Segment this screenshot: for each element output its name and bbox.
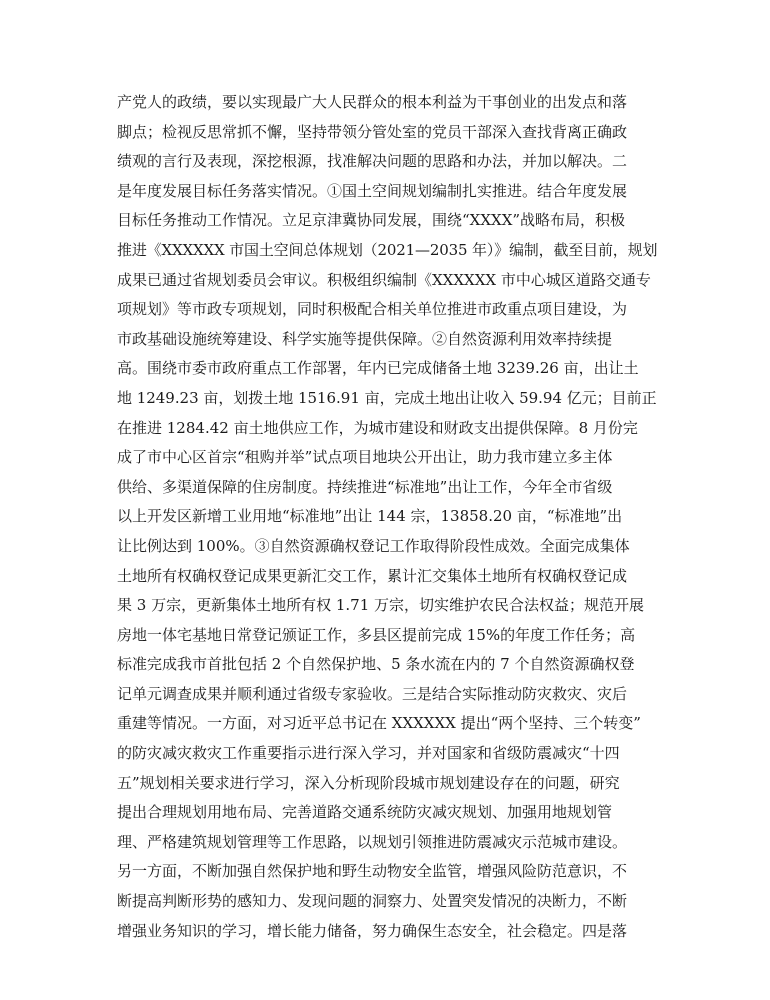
text-line-6: 推进《XXXXXX 市国土空间总体规划（2021—2035 年）》编制，截至目前，规划 (117, 240, 658, 259)
text-line-28: 断提高判断形势的感知力、发现问题的洞察力、处置突发情况的决断力，不断 (117, 892, 628, 911)
text-line-23: 的防灾减灾救灾工作重要指示进行深入学习，并对国家和省级防震减灾“十四 (117, 744, 620, 763)
text-line-7: 成果已通过省规划委员会审议。积极组织编制《XXXXXX 市中心城区道路交通专 (117, 270, 651, 289)
text-line-2: 脚点；检视反思常抓不懈，坚持带领分管处室的党员干部深入查找背离正确政 (117, 122, 628, 141)
text-line-11: 地 1249.23 亩，划拨土地 1516.91 亩，完成土地出让收入 59.94 亿元；目前正 (117, 388, 657, 407)
text-line-29: 增强业务知识的学习，增长能力储备，努力确保生态安全，社会稳定。四是落 (117, 921, 628, 940)
text-line-27: 另一方面，不断加强自然保护地和野生动物安全监管，增强风险防范意识，不 (117, 862, 628, 881)
text-line-26: 理、严格建筑规划管理等工作思路，以规划引领推进防震减灾示范城市建设。 (117, 832, 628, 851)
text-line-12: 在推进 1284.42 亩土地供应工作，为城市建设和财政支出提供保障。8 月份完 (117, 418, 638, 437)
text-line-8: 项规划》等市政专项规划，同时积极配合相关单位推进市政重点项目建设，为 (117, 300, 628, 319)
text-line-13: 成了市中心区首宗“租购并举”试点项目地块公开出让，助力我市建立多主体 (117, 448, 613, 467)
text-line-22: 重建等情况。一方面，对习近平总书记在 XXXXXX 提出“两个坚持、三个转变” (117, 714, 641, 733)
text-line-17: 土地所有权确权登记成果更新汇交工作，累计汇交集体土地所有权确权登记成 (117, 566, 628, 585)
text-line-16: 让比例达到 100%。③自然资源确权登记工作取得阶段性成效。全面完成集体 (117, 536, 630, 555)
text-line-24: 五”规划相关要求进行学习，深入分析现阶段城市规划建设存在的问题，研究 (117, 773, 620, 792)
text-line-4: 是年度发展目标任务落实情况。①国土空间规划编制扎实推进。结合年度发展 (117, 181, 628, 200)
text-line-10: 高。围绕市委市政府重点工作部署，年内已完成储备土地 3239.26 亩，出让土 (117, 359, 639, 378)
text-line-14: 供给、多渠道保障的住房制度。持续推进“标准地”出让工作，今年全市省级 (117, 477, 613, 496)
text-line-3: 绩观的言行及表现，深挖根源，找准解决问题的思路和办法，并加以解决。二 (117, 152, 628, 171)
text-line-18: 果 3 万宗，更新集体土地所有权 1.71 万宗，切实维护农民合法权益；规范开展 (117, 596, 645, 615)
text-line-20: 标准完成我市首批包括 2 个自然保护地、5 条水流在内的 7 个自然资源确权登 (117, 655, 635, 674)
text-line-15: 以上开发区新增工业用地“标准地”出让 144 宗，13858.20 亩，“标准地”出 (117, 507, 623, 526)
text-line-21: 记单元调查成果并顺利通过省级专家验收。三是结合实际推动防灾救灾、灾后 (117, 684, 628, 703)
text-line-9: 市政基础设施统筹建设、科学实施等提供保障。②自然资源利用效率持续提 (117, 329, 613, 348)
text-line-1: 产党人的政绩，要以实现最广大人民群众的根本利益为干事创业的出发点和落 (117, 93, 628, 111)
text-line-19: 房地一体宅基地日常登记颁证工作，多县区提前完成 15%的年度工作任务；高 (117, 625, 636, 644)
text-line-25: 提出合理规划用地布局、完善道路交通系统防灾减灾规划、加强用地规划管 (117, 803, 613, 822)
body-text (117, 88, 657, 946)
text-line-5: 目标任务推动工作情况。立足京津冀协同发展，围绕“XXXX”战略布局，积极 (117, 211, 626, 230)
